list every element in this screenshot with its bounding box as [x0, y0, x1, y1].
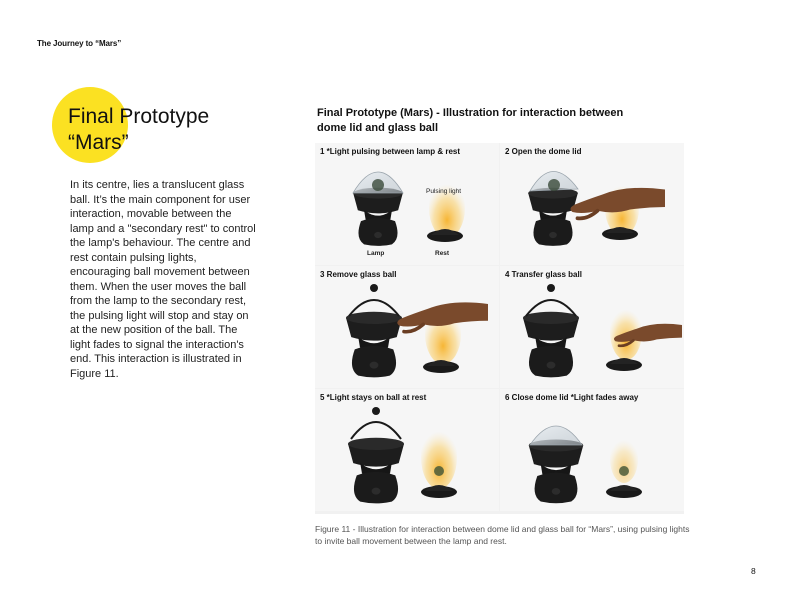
annotation-rest: Rest: [435, 250, 450, 257]
panel-2-photo: [500, 143, 684, 265]
panel-1-label: 1 *Light pulsing between lamp & rest: [320, 147, 461, 156]
figure-panel-2: [500, 143, 684, 265]
page-title: [68, 104, 209, 156]
figure-caption: Figure 11 - Illustration for interaction between dome lid and glass ball for “Mars”, using pulsing lights to invite ball movement between the lamp and rest.: [315, 524, 690, 546]
page-title-line-1: Final Prototype: [68, 105, 210, 128]
figure-heading: Final Prototype (Mars) - Illustration for interaction between dome lid and glass ball: [317, 107, 624, 134]
page-title-line-2: “Mars”: [68, 131, 129, 154]
panel-4-photo: [500, 266, 684, 388]
panel-5-photo: [315, 389, 499, 511]
figure-panel-3: [315, 266, 499, 388]
annotation-lamp: Lamp: [367, 250, 385, 257]
page-number: 8: [751, 566, 756, 576]
panel-6-photo: [500, 389, 684, 511]
running-header: The Journey to “Mars”: [37, 39, 122, 48]
figure-panel-4: [500, 266, 684, 388]
figure-panel-1: [315, 143, 499, 265]
figure-11: [315, 143, 684, 514]
body-paragraph: In its centre, lies a translucent glass ball. It’s the main component for user interaction, movable between the lamp and a "secondary rest" to control the lamp's behaviour. The centre and rest contain pulsing lights, encouraging ball movement between them. When the user moves the ball from the lamp to the secondary rest, the pulsing light will stop and stay on at the new position of the ball. The light fades to signal the interaction's end. This interaction is illustrated in Figure 11.: [70, 179, 256, 380]
figure-panel-6: [500, 389, 684, 511]
panel-6-label: 6 Close dome lid *Light fades away: [505, 393, 639, 402]
panel-1-photo: [315, 143, 499, 265]
figure-panel-5: [315, 389, 499, 511]
panel-5-label: 5 *Light stays on ball at rest: [320, 393, 427, 402]
panel-4-label: 4 Transfer glass ball: [505, 270, 582, 279]
panel-2-label: 2 Open the dome lid: [505, 147, 582, 156]
annotation-pulsing-light: Pulsing light: [426, 188, 462, 195]
panel-3-photo: [315, 266, 499, 388]
panel-3-label: 3 Remove glass ball: [320, 270, 397, 279]
